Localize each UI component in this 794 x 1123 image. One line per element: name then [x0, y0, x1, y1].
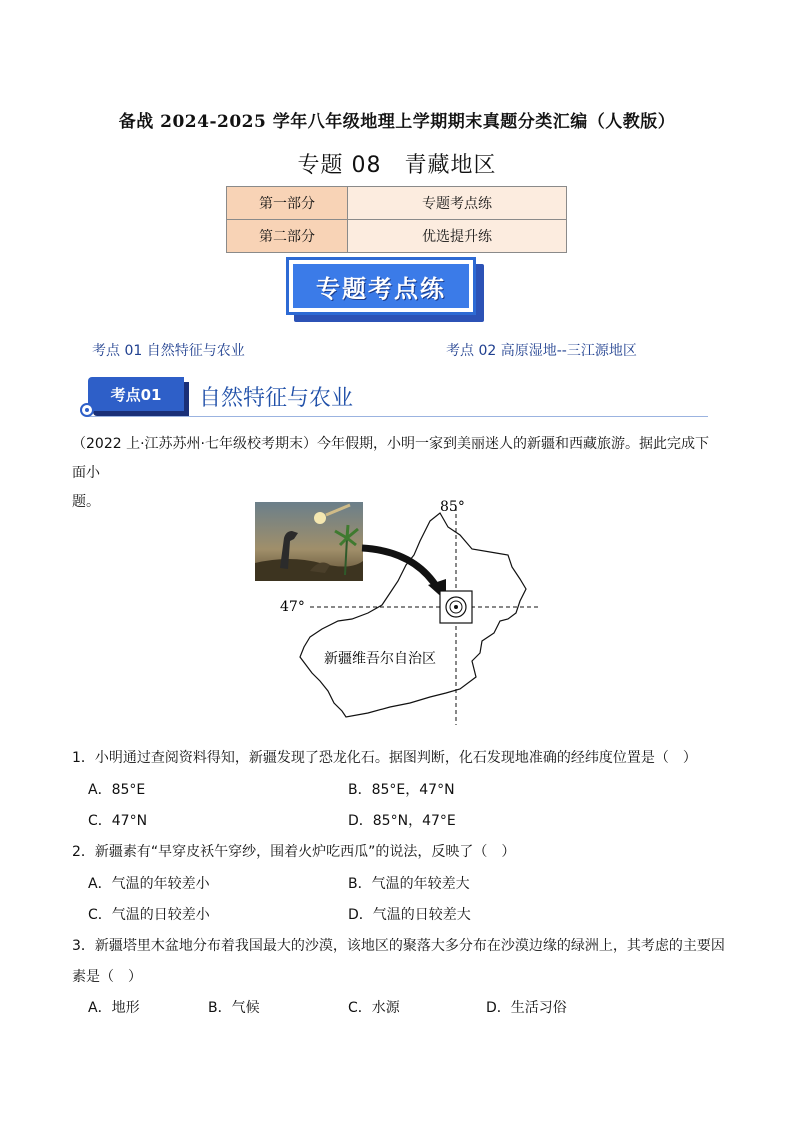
question-2-option-b[interactable]: B．气温的年较差大: [348, 876, 470, 892]
region-label: 新疆维吾尔自治区: [324, 651, 436, 667]
question-1-option-d[interactable]: D．85°N，47°E: [348, 813, 456, 829]
xinjiang-map-figure: [250, 493, 550, 732]
part-label: 第一部分: [227, 187, 348, 220]
section-divider: [88, 416, 708, 417]
fossil-location-icon: [440, 591, 472, 623]
topic-title: 专题 08 青藏地区: [297, 153, 497, 178]
kaodian-02-link[interactable]: 考点 02 高原湿地--三江源地区: [446, 343, 637, 359]
part-label: 第二部分: [227, 220, 348, 253]
question-3-option-b[interactable]: B．气候: [208, 1000, 260, 1016]
question-3-option-c[interactable]: C．水源: [348, 1000, 400, 1016]
dinosaur-fossil-image: [255, 502, 363, 581]
question-1-stem: 1．小明通过查阅资料得知，新疆发现了恐龙化石。据图判断，化石发现地准确的经纬度位置是（ ）: [72, 750, 697, 766]
question-2-option-a[interactable]: A．气温的年较差小: [88, 876, 210, 892]
latitude-label: 47°: [280, 599, 305, 615]
section-banner: 专题考点练: [293, 264, 469, 308]
question-3-stem-cont: 素是（ ）: [72, 969, 142, 985]
longitude-label: 85°: [440, 499, 465, 515]
table-row: [227, 187, 567, 220]
question-3-stem: 3．新疆塔里木盆地分布着我国最大的沙漠，该地区的聚落大多分布在沙漠边缘的绿洲上，其考虑的主要因: [72, 938, 725, 954]
question-2-option-c[interactable]: C．气温的日较差小: [88, 907, 210, 923]
question-2-stem: 2．新疆素有“早穿皮袄午穿纱，围着火炉吃西瓜”的说法，反映了（ ）: [72, 844, 516, 860]
question-1-option-c[interactable]: C．47°N: [88, 813, 148, 829]
question-3-option-a[interactable]: A．地形: [88, 1000, 140, 1016]
question-2-option-d[interactable]: D．气温的日较差大: [348, 907, 471, 923]
intro-line: 题。: [72, 494, 100, 510]
question-1-option-a[interactable]: A．85°E: [88, 782, 146, 798]
section-tag: 考点01: [88, 377, 184, 411]
question-3-option-d[interactable]: D．生活习俗: [486, 1000, 567, 1016]
kaodian-01-link[interactable]: 考点 01 自然特征与农业: [92, 343, 245, 359]
part-name: 专题考点练: [348, 187, 567, 220]
parts-table: [226, 186, 567, 253]
question-1-option-b[interactable]: B．85°E，47°N: [348, 782, 455, 798]
section-heading: 自然特征与农业: [199, 386, 354, 411]
section-dot-icon: [80, 403, 94, 417]
part-name: 优选提升练: [348, 220, 567, 253]
table-row: [227, 220, 567, 253]
xinjiang-map: [250, 493, 550, 728]
document-title: 备战 2024-2025 学年八年级地理上学期期末真题分类汇编（人教版）: [118, 112, 676, 132]
intro-line: （2022 上·江苏苏州·七年级校考期末）今年假期，小明一家到美丽迷人的新疆和西藏旅游。据此完成下面小: [72, 436, 709, 481]
